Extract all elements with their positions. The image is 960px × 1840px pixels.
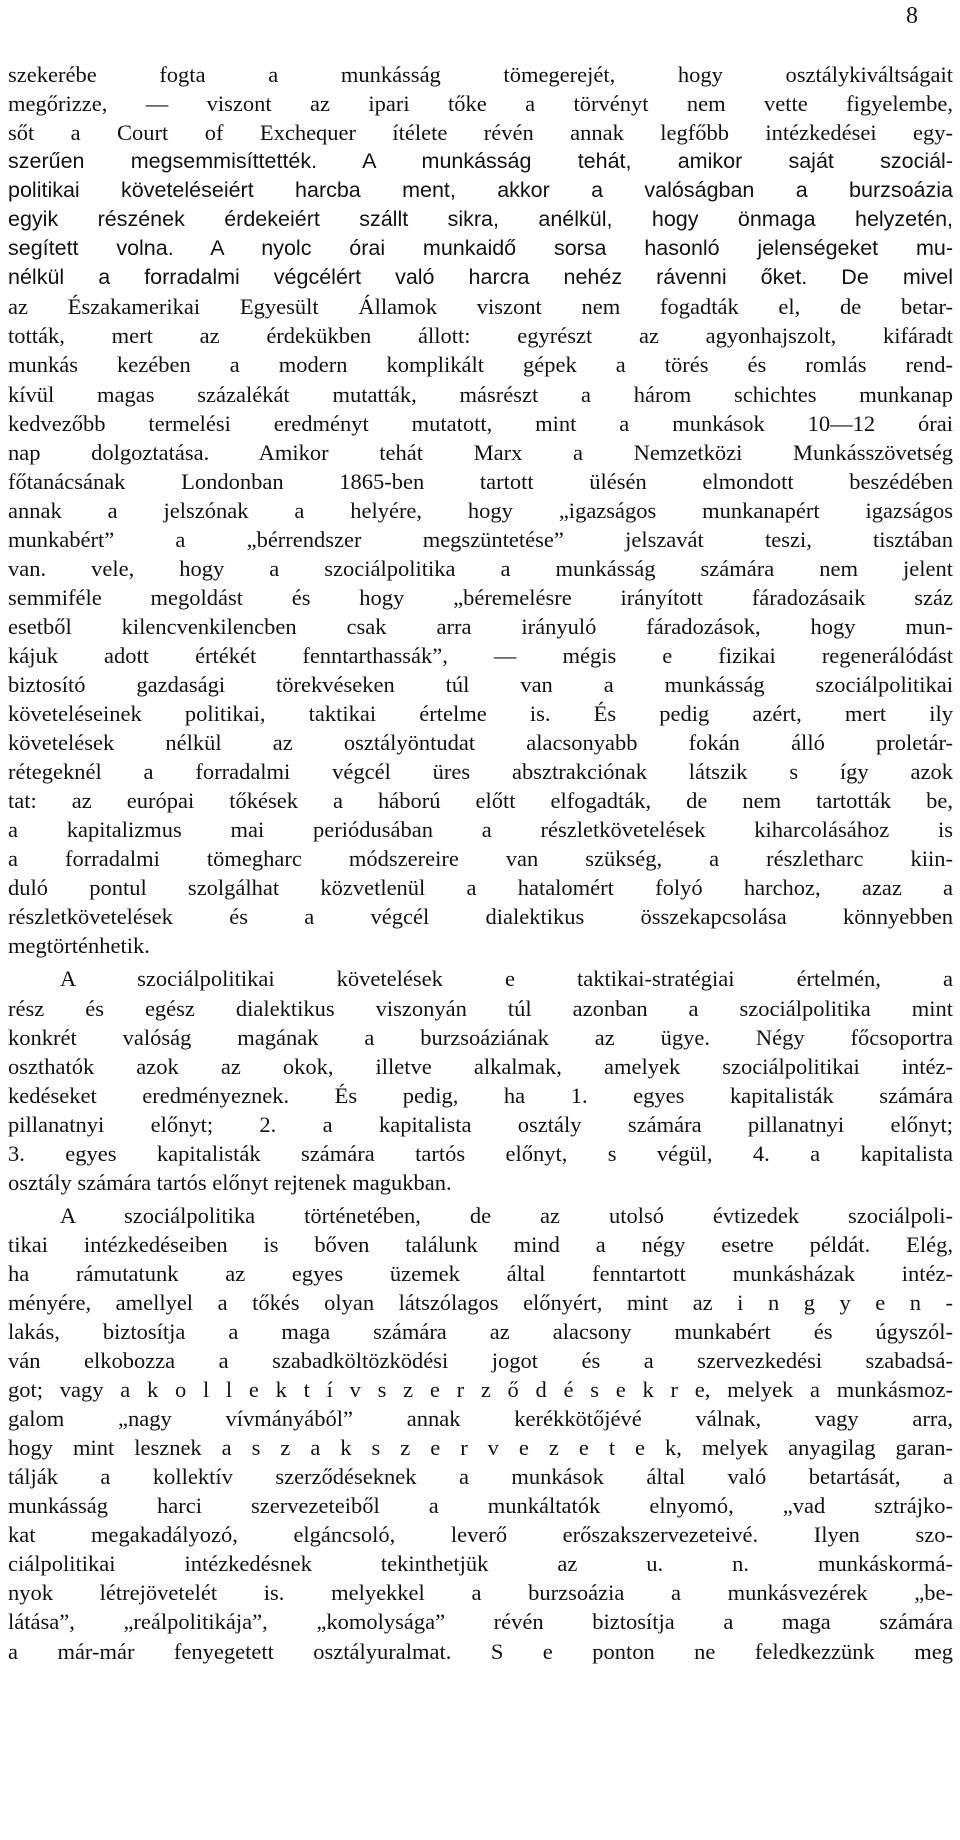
text-line: az Északamerikai Egyesült Államok viszont nem fogadták el, de betar- (8, 294, 953, 320)
text-line: rész és egész dialektikus viszonyán túl azonban a szociálpolitika mint (8, 995, 953, 1021)
page-number: 8 (906, 3, 918, 29)
text-line: főtanácsának Londonban 1865-ben tartott ülésén elmondott beszédében (8, 468, 953, 494)
text-line: esetből kilencvenkilencben csak arra irányuló fáradozások, hogy mun- (8, 613, 953, 639)
text-line: ha rámutatunk az egyes üzemek által fenntartott munkásházak intéz- (8, 1260, 953, 1286)
text-line: kat megakadályozó, elgáncsoló, leverő erőszakszervezeteivé. Ilyen szo- (8, 1522, 953, 1548)
body-text (8, 60, 953, 1666)
text-line: segített volna. A nyolc órai munkaidő sorsa hasonló jelenségeket mu- (8, 236, 953, 261)
text-line: szekerébe fogta a munkásság tömegerejét, hogy osztálykiváltságait (8, 62, 953, 87)
text-line: szerűen megsemmisíttették. A munkásság tehát, amikor saját szociál- (8, 149, 953, 174)
text-line: követelések nélkül az osztályöntudat alacsonyabb fokán álló proletár- (8, 730, 953, 756)
text-line: tikai intézkedéseiben is bőven találunk mind a négy esetre példát. Elég, (8, 1231, 953, 1257)
text-line: megőrizze, — viszont az ipari tőke a törvényt nem vette figyelembe, (8, 91, 953, 117)
text-line: kedéseket eredményeznek. És pedig, ha 1. egyes kapitalisták számára (8, 1082, 953, 1108)
text-line: megtörténhetik. (8, 933, 150, 959)
text-line: kívül magas százalékát mutatták, másrészt a három schichtes munkanap (8, 381, 953, 407)
text-line: annak a jelszónak a helyére, hogy „igazságos munkanapért igazságos (8, 497, 953, 523)
paragraph-start-line: A szociálpolitika történetében, de az utolsó évtizedek szociálpoli- (60, 1202, 953, 1228)
text-line: osztály számára tartós előnyt rejtenek magukban. (8, 1169, 452, 1195)
text-line: nyok létrejövetelét is. melyekkel a burzsoázia a munkásvezérek „be- (8, 1580, 953, 1606)
text-line: tálják a kollektív szerződéseknek a munkások által való betartását, a (8, 1464, 953, 1490)
text-line: got; vagy a k o l l e k t í v s z e r z ő d é s e k r e, melyek a munkásmoz- (8, 1377, 953, 1403)
text-line: munkás kezében a modern komplikált gépek a törés és romlás rend- (8, 352, 953, 378)
text-line: hogy mint lesznek a s z a k s z e r v e z e t e k, melyek anyagilag garan- (8, 1435, 953, 1461)
text-line: kedvezőbb termelési eredményt mutatott, mint a munkások 10—12 órai (8, 410, 953, 436)
text-line: konkrét valóság magának a burzsoáziának az ügye. Négy főcsoportra (8, 1024, 953, 1050)
text-line: van. vele, hogy a szociálpolitika a munkásság számára nem jelent (8, 555, 953, 581)
text-line: 3. egyes kapitalisták számára tartós előnyt, s végül, 4. a kapitalista (8, 1140, 953, 1166)
text-line: ményére, amellyel a tőkés olyan látszólagos előnyért, mint az i n g y e n - (8, 1289, 953, 1315)
text-line: biztosító gazdasági törekvéseken túl van a munkásság szociálpolitikai (8, 671, 953, 697)
text-line: nélkül a forradalmi végcélért való harcra nehéz rávenni őket. De mivel (8, 265, 953, 290)
text-line: semmiféle megoldást és hogy „béremelésre irányított fáradozásaik száz (8, 584, 953, 610)
text-line: galom „nagy vívmányából” annak kerékkötőjévé válnak, vagy arra, (8, 1406, 953, 1432)
text-line: munkabért” a „bérrendszer megszüntetése” jelszavát teszi, tisztában (8, 526, 953, 552)
text-line: a forradalmi tömegharc módszereire van szükség, a részletharc kiin- (8, 846, 953, 872)
text-line: lakás, biztosítja a maga számára az alacsony munkabért és úgyszól- (8, 1319, 953, 1345)
text-line: ván elkobozza a szabadköltözködési jogot és a szervezkedési szabadsá- (8, 1348, 953, 1374)
text-line: pillanatnyi előnyt; 2. a kapitalista osztály számára pillanatnyi előnyt; (8, 1111, 953, 1137)
text-line: kájuk adott értékét fenntarthassák”, — mégis e fizikai regenerálódást (8, 642, 953, 668)
text-line: a már-már fenyegetett osztályuralmat. S e ponton ne feledkezzünk meg (8, 1638, 953, 1664)
text-line: duló pontul szolgálhat közvetlenül a hatalomért folyó harchoz, azaz a (8, 875, 953, 901)
text-line: a kapitalizmus mai periódusában a részletkövetelések kiharcolásához is (8, 817, 953, 843)
text-line: látása”, „reálpolitikája”, „komolysága” révén biztosítja a maga számára (8, 1609, 953, 1635)
paragraph-start-line: A szociálpolitikai követelések e taktikai-stratégiai értelmén, a (60, 966, 953, 992)
text-line: tat: az európai tőkések a háború előtt elfogadták, de nem tartották be, (8, 788, 953, 814)
text-line: oszthatók azok az okok, illetve alkalmak, amelyek szociálpolitikai intéz- (8, 1053, 953, 1079)
text-line: részletkövetelések és a végcél dialektikus összekapcsolása könnyebben (8, 904, 953, 930)
text-line: egyik részének érdekeiért szállt sikra, anélkül, hogy önmaga helyzetén, (8, 207, 953, 232)
text-line: politikai követeléseiért harcba ment, akkor a valóságban a burzsoázia (8, 178, 953, 203)
text-line: rétegeknél a forradalmi végcél üres absztrakciónak látszik s így azok (8, 759, 953, 785)
text-line: nap dolgoztatása. Amikor tehát Marx a Nemzetközi Munkásszövetség (8, 439, 953, 465)
text-line: munkásság harci szervezeteiből a munkáltatók elnyomó, „vad sztrájko- (8, 1493, 953, 1519)
text-line: sőt a Court of Exchequer ítélete révén annak legfőbb intézkedései egy- (8, 120, 953, 146)
text-line: követeléseinek politikai, taktikai értelme is. És pedig azért, mert ily (8, 701, 953, 727)
text-line: ciálpolitikai intézkedésnek tekinthetjük az u. n. munkáskormá- (8, 1551, 953, 1577)
text-line: tották, mert az érdekükben állott: egyrészt az agyonhajszolt, kifáradt (8, 323, 953, 349)
